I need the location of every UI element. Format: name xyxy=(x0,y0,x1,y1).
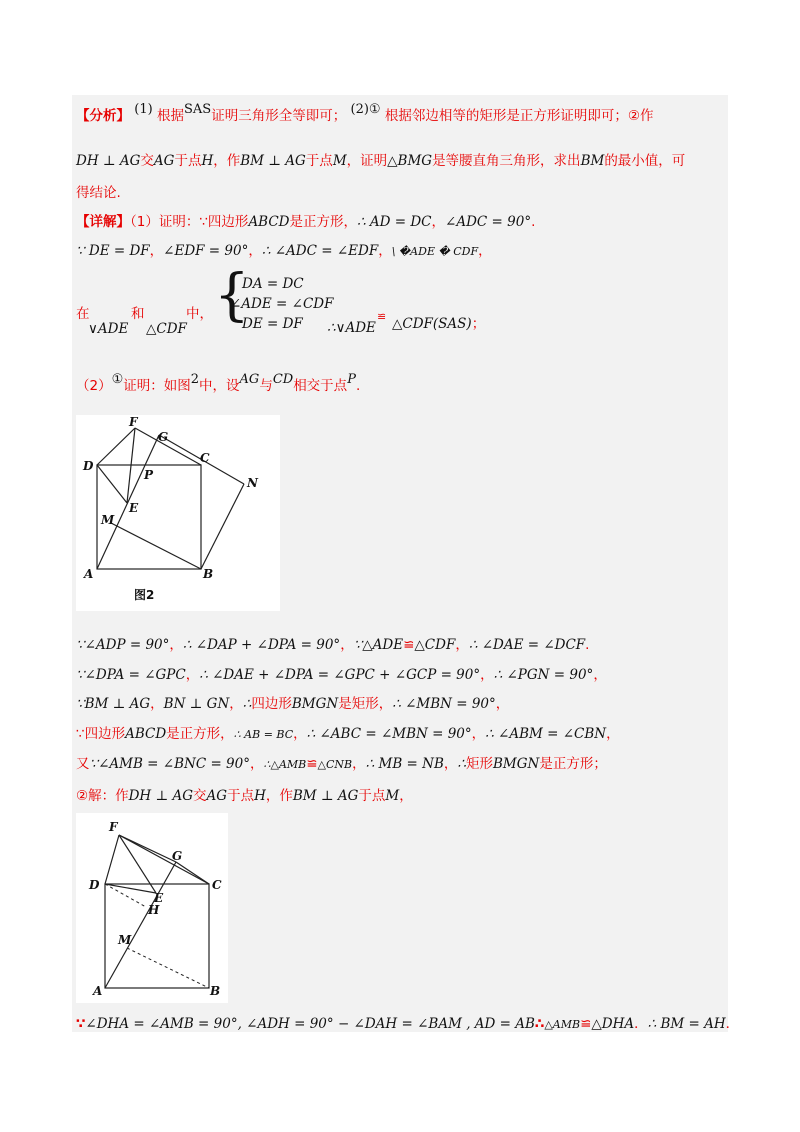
label-F: F xyxy=(109,820,118,834)
text: ， xyxy=(593,667,607,683)
therefore-symbol: ∴ xyxy=(534,1016,545,1032)
text: ， xyxy=(399,788,413,804)
text: ， xyxy=(340,637,354,653)
proof-line-2 xyxy=(76,665,607,685)
text: ， xyxy=(443,756,458,772)
text: 是正方形， xyxy=(289,214,358,230)
analysis-line-2 xyxy=(76,151,685,171)
text: ， xyxy=(478,243,492,259)
text: 是矩形， xyxy=(338,696,393,712)
label-N: N xyxy=(247,476,258,490)
text: 和 xyxy=(131,306,145,322)
congruent-symbol: ≌ xyxy=(403,637,415,653)
math-expr: DE = DF xyxy=(242,316,303,332)
text: ， xyxy=(169,637,183,653)
math-expr: ∴ MB = NB xyxy=(365,756,444,772)
solution-line-2 xyxy=(76,1014,739,1035)
text: 四边形 xyxy=(251,696,292,712)
sas-label: SAS xyxy=(184,102,212,117)
text: 在 xyxy=(76,306,90,322)
label-M: M xyxy=(118,933,132,947)
text: ， xyxy=(150,696,164,712)
text: ，作 xyxy=(213,153,241,169)
analysis-text: 作 xyxy=(640,108,654,124)
math-expr: DA = DC xyxy=(242,276,304,292)
triangle-cdf-label xyxy=(146,319,187,339)
system-eq-2 xyxy=(230,294,333,314)
math-expr: M xyxy=(332,153,347,169)
text: ，证明 xyxy=(346,153,388,169)
math-expr: ∴ ∠ADC = ∠EDF xyxy=(261,243,379,259)
math-expr: ∵∠ADP = 90° xyxy=(76,637,170,653)
figure-3-diagram xyxy=(76,813,228,1003)
math-expr: BM ⊥ AG xyxy=(240,153,306,169)
math-expr: △CDF xyxy=(414,637,456,653)
math-expr: ∴ ∠ABM = ∠CBN xyxy=(485,726,607,742)
label-C: C xyxy=(212,878,222,892)
math-expr: M xyxy=(385,788,400,804)
text: ， xyxy=(471,726,486,742)
math-expr: ∴ BM = AH xyxy=(647,1016,726,1032)
text: . xyxy=(355,378,361,394)
math-expr: ∠DHA = ∠AMB = 90°, ∠ADH = 90° − ∠DAH = ∠BAM , AD = AB xyxy=(85,1016,535,1032)
math-expr: ∴ ∠MBN = 90° xyxy=(392,696,496,712)
text: ， xyxy=(480,667,494,683)
math-expr: ∴ xyxy=(457,756,466,772)
math-expr: ∴ ∠DAE + ∠DPA = ∠GPC + ∠GCP = 90° xyxy=(199,667,481,683)
text: 是等腰直角三角形，求出 xyxy=(432,153,581,169)
text: 得结论. xyxy=(76,185,121,201)
text: 又 xyxy=(76,756,90,772)
detail-line-2 xyxy=(76,241,492,262)
text: ， xyxy=(431,214,446,230)
label-M: M xyxy=(101,513,115,527)
text: ， xyxy=(606,726,620,742)
figure-2 xyxy=(76,415,280,611)
system-eq-3 xyxy=(242,314,303,334)
system-eq-1 xyxy=(242,274,304,294)
in-label xyxy=(186,304,213,324)
analysis-tag: 【分析】 xyxy=(76,108,130,124)
text: 是正方形； xyxy=(539,756,607,772)
congruent-symbol: ≌ xyxy=(306,756,318,772)
detail-tag: 【详解】 xyxy=(76,214,130,230)
math-expr: △BMG xyxy=(387,153,433,169)
math-expr: AG xyxy=(239,372,260,387)
text: 矩形 xyxy=(466,756,493,772)
label-D: D xyxy=(89,878,100,892)
math-expr: BM ⊥ AG xyxy=(292,788,359,804)
label-H: H xyxy=(148,903,160,917)
label-P: P xyxy=(144,468,154,482)
text: 中，设 xyxy=(199,378,240,394)
math-expr: ∴ xyxy=(242,696,252,712)
math-expr: BN ⊥ GN xyxy=(163,696,230,712)
figure-2-diagram xyxy=(76,415,280,611)
math-expr: ABCD xyxy=(125,726,167,742)
math-expr: △CNB xyxy=(317,758,353,771)
text: 交 xyxy=(140,153,154,169)
math-expr: CD xyxy=(272,372,294,387)
math-expr: ∵BM ⊥ AG xyxy=(76,696,151,712)
proof-line-5 xyxy=(76,754,607,775)
circled-one: ① xyxy=(111,372,124,387)
text: ∵四边形 xyxy=(76,726,126,742)
text: 于点 xyxy=(358,788,386,804)
analysis-text: 根据邻边相等的矩形是正方形证明即可；② xyxy=(384,108,640,124)
proof-line-4 xyxy=(76,724,620,745)
math-expr: ∴ ∠DAP + ∠DPA = 90° xyxy=(182,637,341,653)
math-expr: ∴ ∠DAE = ∠DCF xyxy=(468,637,586,653)
label-B: B xyxy=(203,567,214,581)
math-expr: ∵△ADE xyxy=(353,637,404,653)
text: ，作 xyxy=(265,788,293,804)
math-expr: H xyxy=(201,153,214,169)
math-expr: ∵ DE = DF xyxy=(76,243,150,259)
proof-line-1 xyxy=(76,635,589,655)
text: 中， xyxy=(186,306,213,322)
figure-number: 2 xyxy=(190,372,200,387)
text: ， xyxy=(378,243,392,259)
math-expr: ∠EDF = 90° xyxy=(163,243,249,259)
text: 于点 xyxy=(305,153,333,169)
label-G: G xyxy=(172,849,183,863)
text: ， xyxy=(455,637,469,653)
because-symbol: ∵ xyxy=(76,1016,86,1032)
system-brace: { xyxy=(214,263,250,328)
analysis-text: 证明三角形全等即可； xyxy=(211,108,347,124)
math-expr: ABCD xyxy=(248,214,290,230)
text: ， xyxy=(149,243,164,259)
analysis-text: 根据 xyxy=(157,108,185,124)
label-C: C xyxy=(200,451,210,465)
and-label xyxy=(131,304,145,324)
text: 是正方形， xyxy=(166,726,234,742)
math-expr: ∴ ∠ABC = ∠MBN = 90° xyxy=(306,726,472,742)
figure-2-caption: 图2 xyxy=(134,588,155,602)
label-E: E xyxy=(129,501,139,515)
analysis-line-1 xyxy=(76,102,654,127)
text: 证明：如图 xyxy=(123,378,191,394)
text: ②解：作 xyxy=(76,788,129,804)
label-F: F xyxy=(129,415,138,429)
math-expr: △AMB xyxy=(544,1018,581,1031)
garbled-math-expr: \ �ADE � CDF xyxy=(391,245,479,258)
math-expr: ∵∠AMB = ∠BNC = 90° xyxy=(89,756,250,772)
math-expr: AG xyxy=(206,788,228,804)
math-expr: ∠ADC = 90° xyxy=(445,214,532,230)
math-expr: BM xyxy=(580,153,605,169)
text: 的最小值，可 xyxy=(604,153,686,169)
label-G: G xyxy=(158,430,169,444)
congruence-conclusion-2 xyxy=(392,314,485,334)
math-expr: ∴ AD = DC xyxy=(357,214,432,230)
part-2-line-1 xyxy=(76,372,361,397)
text: . xyxy=(585,637,590,653)
text: ， xyxy=(229,696,243,712)
math-expr: ∴∨ADE xyxy=(327,320,376,336)
text: ， xyxy=(248,243,262,259)
congruent-symbol: ≌ xyxy=(580,1016,592,1032)
part-2-number: (2)① xyxy=(350,102,381,117)
text: 与 xyxy=(259,378,273,394)
figure-3 xyxy=(76,813,228,1003)
text: 于点 xyxy=(174,153,202,169)
text: 相交于点 xyxy=(293,378,348,394)
math-expr: ∴ AB = BC xyxy=(233,728,294,741)
math-expr: AG xyxy=(153,153,175,169)
text: ， xyxy=(249,756,264,772)
analysis-line-3 xyxy=(76,183,121,203)
solution-line-1 xyxy=(76,786,413,806)
congruent-symbol: ≌ xyxy=(377,310,387,323)
math-expr: BMGN xyxy=(291,696,339,712)
math-expr: DH ⊥ AG xyxy=(128,788,194,804)
label-D: D xyxy=(83,459,94,473)
math-expr: △CDF xyxy=(146,321,187,337)
math-expr: DH ⊥ AG xyxy=(76,153,141,169)
text: . xyxy=(531,214,536,230)
text: ， xyxy=(293,726,307,742)
text: （2） xyxy=(76,378,112,394)
math-expr: BMGN xyxy=(493,756,540,772)
math-expr: H xyxy=(254,788,266,804)
text: ， xyxy=(352,756,366,772)
label-A: A xyxy=(93,984,103,998)
math-expr: ∴△AMB xyxy=(263,758,307,771)
triangle-ade-label xyxy=(88,319,128,339)
math-expr: △DHA xyxy=(591,1016,635,1032)
label-B: B xyxy=(210,984,221,998)
text: ， xyxy=(185,667,200,683)
math-expr: ∵∠DPA = ∠GPC xyxy=(76,667,186,683)
congruence-symbol xyxy=(377,306,386,327)
math-expr: P xyxy=(347,372,356,387)
text: ； xyxy=(471,316,486,332)
text: 于点 xyxy=(227,788,255,804)
proof-line-3 xyxy=(76,694,509,714)
math-expr: △CDF(SAS) xyxy=(392,316,472,332)
math-expr: ∴ ∠PGN = 90° xyxy=(493,667,594,683)
detail-line-1 xyxy=(76,212,535,232)
text: （1）证明：∵四边形 xyxy=(130,214,249,230)
math-expr: ∠ADE = ∠CDF xyxy=(230,296,334,312)
math-expr: ∨ADE xyxy=(88,321,129,337)
congruence-conclusion-1 xyxy=(327,318,376,338)
text: ， xyxy=(495,696,510,712)
label-A: A xyxy=(84,567,94,581)
text: ． xyxy=(725,1016,740,1032)
text: ． xyxy=(634,1016,648,1032)
text: 交 xyxy=(193,788,207,804)
label-E: E xyxy=(154,891,164,905)
part-1-number: (1) xyxy=(134,102,153,117)
